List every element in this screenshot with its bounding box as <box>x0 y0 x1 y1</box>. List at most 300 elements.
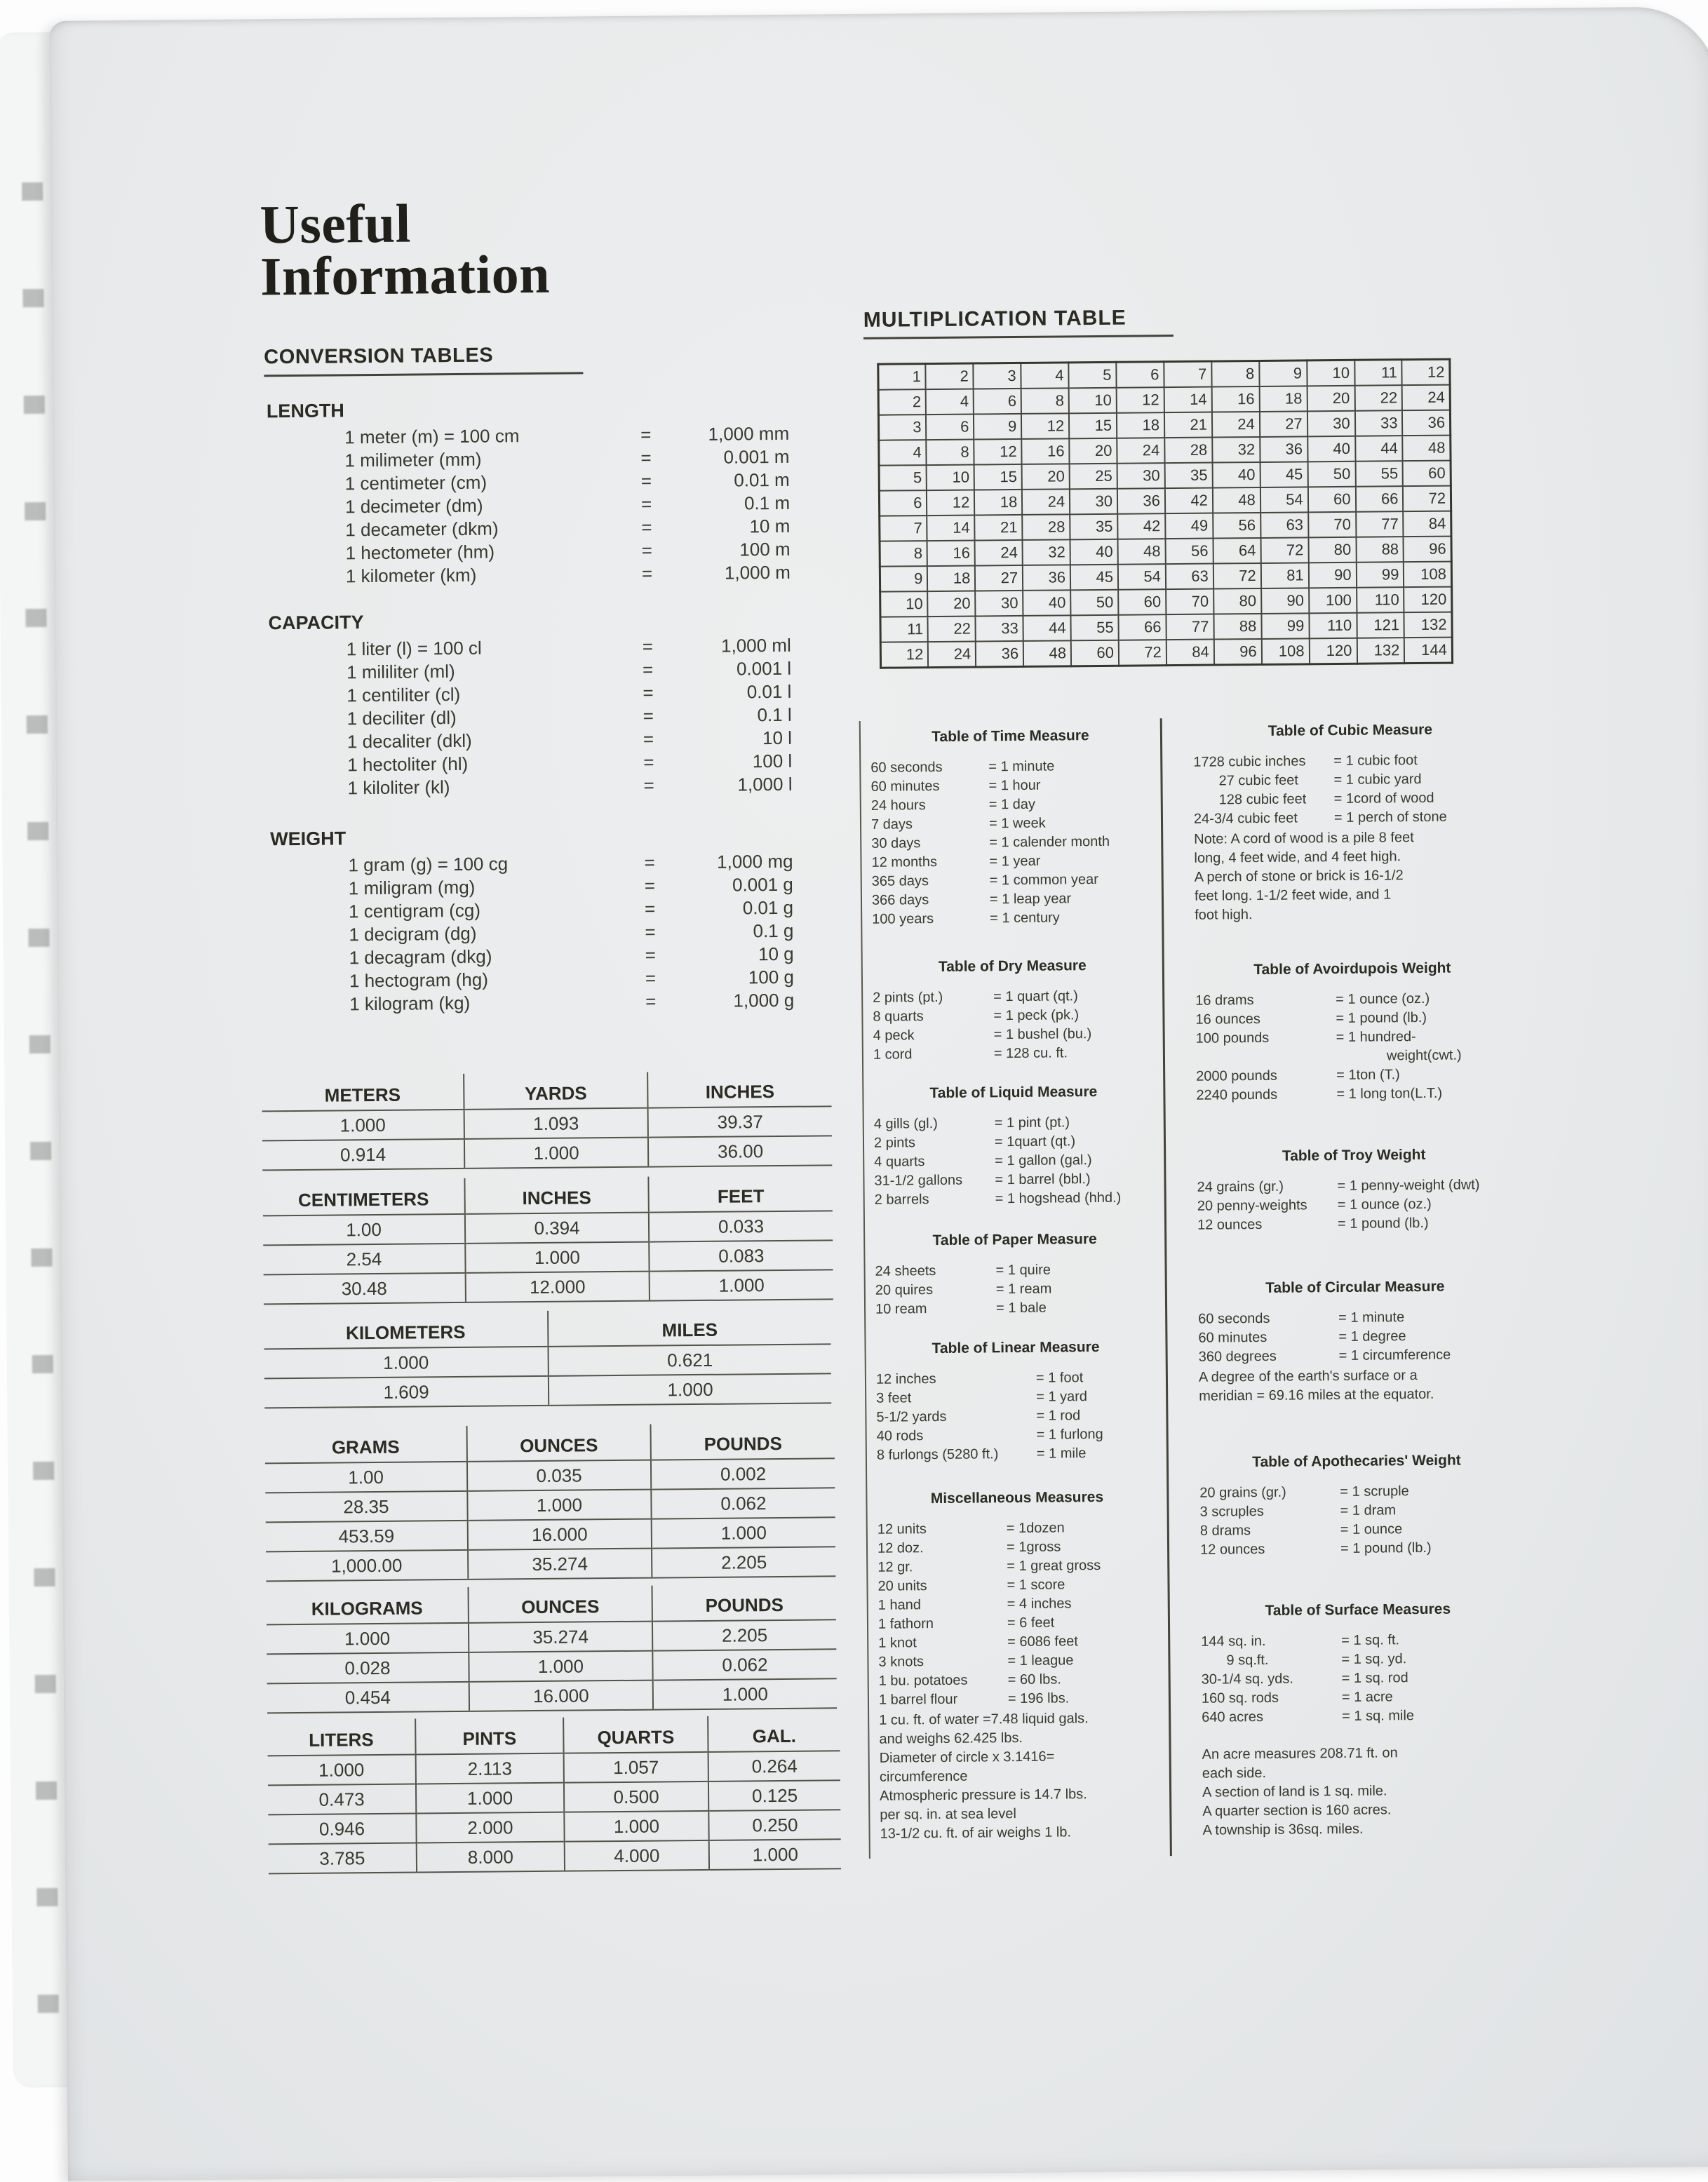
measure-row-value: = 1 quire <box>995 1262 1051 1279</box>
grid-header-cell: KILOMETERS <box>264 1311 548 1349</box>
metric-row-eq: = <box>640 447 652 469</box>
grid-cell: 0.062 <box>652 1649 836 1680</box>
mult-cell: 12 <box>1402 359 1450 385</box>
measure-row <box>862 871 1162 893</box>
measure-row-label: 100 years <box>872 911 934 927</box>
mult-cell: 121 <box>1357 612 1404 638</box>
measure-row-label: 366 days <box>871 892 929 908</box>
metric-row-value: 0.001 g <box>732 873 793 896</box>
metric-row-label: 1 hectoliter (hl) <box>347 753 469 776</box>
mult-cell: 42 <box>1117 513 1165 539</box>
mult-cell: 54 <box>1118 564 1166 590</box>
conversion-grid-table <box>264 1308 831 1408</box>
mult-cell: 60 <box>1403 461 1451 487</box>
metric-row-label: 1 milimeter (mm) <box>344 448 482 471</box>
mult-cell: 96 <box>1214 639 1262 665</box>
grid-cell: 0.083 <box>649 1240 833 1271</box>
mult-cell: 18 <box>974 490 1022 516</box>
metric-row-eq: = <box>641 563 653 584</box>
grid-cell: 1.000 <box>709 1839 841 1870</box>
measure-row-label: 24 sheets <box>875 1263 936 1279</box>
measure-note-line: Diameter of circle x 3.1416= <box>879 1749 1055 1766</box>
mult-cell: 48 <box>1213 487 1260 513</box>
mult-cell: 14 <box>927 516 975 541</box>
mult-cell: 110 <box>1309 613 1357 639</box>
measure-row-value: = 1 foot <box>1035 1370 1084 1386</box>
measure-row-label: 12 ounces <box>1197 1216 1263 1233</box>
metric-row-label: 1 hectogram (hg) <box>349 969 489 992</box>
measure-row-value: = 1 minute <box>988 758 1055 775</box>
measure-rows <box>864 1114 1164 1211</box>
measure-row-label: 24 grains (gr.) <box>1197 1178 1284 1195</box>
grid-table-head <box>267 1584 836 1624</box>
conversion-grid-table <box>267 1715 841 1874</box>
measure-row <box>868 1614 1168 1636</box>
measure-row-value: = 1 century <box>990 910 1060 927</box>
measure-note-line: long, 4 feet wide, and 4 feet high. <box>1194 849 1401 866</box>
mult-cell: 88 <box>1213 614 1261 640</box>
measure-row <box>869 1690 1169 1711</box>
measure-note-line: per sq. in. at sea level <box>880 1806 1017 1823</box>
measure-note-line: feet long. 1-1/2 feet wide, and 1 <box>1194 887 1392 904</box>
measure-row <box>866 1280 1165 1302</box>
measure-row <box>1164 1084 1542 1107</box>
measure-row-label: 4 quarts <box>874 1154 925 1170</box>
grid-cell: 0.062 <box>651 1488 835 1518</box>
measure-row-label: 60 seconds <box>1198 1310 1270 1327</box>
mult-cell: 24 <box>975 540 1023 566</box>
measure-row <box>869 1671 1169 1692</box>
grid-cell: 1.000 <box>469 1651 652 1682</box>
grid-cell: 0.473 <box>268 1784 416 1815</box>
measure-row <box>868 1576 1167 1598</box>
mult-cell: 24 <box>928 642 976 668</box>
grid-cell: 39.37 <box>648 1106 832 1137</box>
mult-cell: 32 <box>1212 437 1260 463</box>
measure-row-label: 1 knot <box>878 1635 917 1651</box>
mult-cell: 24 <box>1117 438 1164 464</box>
metric-row <box>269 774 802 802</box>
measure-row <box>863 1044 1163 1066</box>
measure-row <box>868 1595 1168 1617</box>
metric-row-eq: = <box>645 921 656 943</box>
measure-row-label: 10 ream <box>875 1301 927 1317</box>
grid-row <box>262 1136 832 1170</box>
measure-notes <box>869 1710 1170 1845</box>
metric-row-eq: = <box>643 682 654 703</box>
mult-cell: 64 <box>1213 538 1260 564</box>
mult-cell: 120 <box>1404 587 1452 613</box>
mult-cell: 81 <box>1261 563 1309 588</box>
grid-cell: 16.000 <box>469 1681 653 1711</box>
measure-row <box>866 1299 1165 1321</box>
mult-cell: 21 <box>975 515 1023 541</box>
grid-header-cell: INCHES <box>647 1070 831 1107</box>
mult-cell: 10 <box>1307 360 1354 386</box>
measure-note-line: circumference <box>879 1768 968 1785</box>
measure-note-line: Note: A cord of wood is a pile 8 feet <box>1194 830 1414 847</box>
mult-cell: 108 <box>1262 638 1310 664</box>
mult-cell: 3 <box>878 415 926 440</box>
measure-table <box>1169 1598 1549 1842</box>
metric-row-value: 1,000 m <box>724 561 791 584</box>
mult-cell: 20 <box>1307 386 1354 412</box>
measure-row-value: = 1 great gross <box>1007 1558 1101 1575</box>
grid-cell: 1.000 <box>653 1678 837 1709</box>
grid-row <box>266 1547 835 1581</box>
grid-header-cell: INCHES <box>464 1177 648 1214</box>
mult-cell: 16 <box>1021 438 1069 464</box>
mult-cell: 36 <box>1260 436 1307 462</box>
measure-row <box>868 1538 1167 1560</box>
measure-note-line: An acre measures 208.71 ft. on <box>1202 1745 1398 1763</box>
mult-cell: 24 <box>1022 489 1070 515</box>
metric-row-label: 1 mililiter (ml) <box>346 660 455 683</box>
grid-header-cell: OUNCES <box>469 1586 652 1623</box>
section-heading: LENGTH <box>266 400 344 422</box>
mult-cell: 55 <box>1355 461 1403 487</box>
mult-cell: 30 <box>1117 463 1165 489</box>
measure-row-value: = 196 lbs. <box>1007 1690 1070 1707</box>
measure-row-label: 100 pounds <box>1195 1030 1270 1046</box>
measure-row <box>861 814 1161 836</box>
measure-table <box>863 1082 1164 1211</box>
measure-row-label: 20 units <box>877 1578 927 1594</box>
mult-cell: 99 <box>1261 613 1309 639</box>
measure-table <box>1167 1450 1547 1561</box>
measure-row <box>1169 1706 1548 1729</box>
grid-cell: 2.000 <box>416 1812 564 1843</box>
metric-rows <box>267 423 801 590</box>
measure-row-label: 16 ounces <box>1195 1011 1260 1028</box>
metric-row-eq: = <box>645 944 656 966</box>
mult-cell: 90 <box>1308 563 1356 588</box>
mult-cell: 20 <box>1022 464 1070 490</box>
metric-row-eq: = <box>645 990 657 1012</box>
mult-cell: 16 <box>927 541 975 567</box>
measure-row-label: 60 minutes <box>1198 1329 1267 1346</box>
metric-row-label: 1 decaliter (dkl) <box>347 729 472 753</box>
measure-row-label: 12 months <box>871 854 937 870</box>
grid-cell: 1.000 <box>464 1138 648 1169</box>
measure-row-label: 1 bu. potatoes <box>878 1672 968 1689</box>
measure-row-label: 20 penny-weights <box>1197 1197 1307 1214</box>
grid-header-cell: OUNCES <box>467 1425 651 1462</box>
measure-row-value: = 1 hogshead (hhd.) <box>995 1190 1122 1207</box>
measure-row-label: 640 acres <box>1202 1709 1264 1725</box>
grid-cell: 0.264 <box>708 1751 840 1782</box>
measure-table <box>1164 1144 1544 1237</box>
measure-row-value: = 1 week <box>988 815 1046 832</box>
grid-cell: 2.113 <box>416 1753 564 1784</box>
metric-row-value: 0.1 l <box>757 703 792 726</box>
mult-cell: 28 <box>1022 514 1070 540</box>
metric-row-label: 1 gram (g) = 100 cg <box>348 853 509 876</box>
mult-cell: 20 <box>928 591 976 617</box>
grid-header-cell: PINTS <box>415 1718 563 1755</box>
measure-row <box>864 1171 1164 1192</box>
grid-header-cell: KILOGRAMS <box>267 1587 469 1625</box>
measure-row-value: = 1 dram <box>1340 1502 1397 1519</box>
measure-rows <box>861 757 1162 931</box>
measure-row-label: 40 rods <box>876 1428 924 1444</box>
grid-table-body <box>265 1458 835 1581</box>
metric-row-eq: = <box>643 774 654 796</box>
mult-cell: 44 <box>1355 436 1403 462</box>
grid-cell: 1.000 <box>268 1755 416 1786</box>
mult-cell: 72 <box>1213 563 1261 589</box>
metric-row-label: 1 liter (l) = 100 cl <box>346 637 482 660</box>
measure-row-label: 3 feet <box>876 1390 912 1406</box>
measure-row-value: = 1 peck (pk.) <box>993 1007 1080 1024</box>
mult-cell: 48 <box>1023 640 1071 666</box>
measure-row-value: = 1 penny-weight (dwt) <box>1337 1177 1480 1194</box>
mult-cell: 4 <box>1021 363 1069 389</box>
measure-row-label: 16 drams <box>1195 992 1254 1009</box>
mult-cell: 7 <box>1164 361 1211 387</box>
grid-row <box>268 1810 840 1844</box>
measure-row-value: = 1dozen <box>1006 1520 1065 1537</box>
measure-row-label: 20 quires <box>875 1282 934 1298</box>
measure-row <box>861 776 1160 798</box>
mult-cell: 11 <box>1354 360 1402 386</box>
measure-row-label: 31-1/2 gallons <box>874 1172 963 1189</box>
mult-cell: 22 <box>928 617 976 642</box>
measure-row-label: 9 sq.ft. <box>1226 1652 1269 1669</box>
mult-cell: 60 <box>1071 640 1119 666</box>
measure-row-label: 360 degrees <box>1198 1348 1277 1365</box>
metric-row-label: 1 decimeter (dm) <box>344 494 483 518</box>
mult-cell: 84 <box>1404 511 1451 537</box>
mult-cell: 12 <box>1021 413 1069 439</box>
metric-row-value: 1,000 g <box>733 989 795 1011</box>
measure-row-value: = 1 ounce (oz.) <box>1336 990 1430 1008</box>
measure-row-label: 27 cubic feet <box>1218 772 1299 789</box>
mult-cell: 6 <box>879 490 927 516</box>
mult-cell: 1 <box>878 364 926 390</box>
measure-table-title: Table of Linear Measure <box>932 1339 1100 1357</box>
mult-cell: 9 <box>974 414 1021 440</box>
metric-row-value: 0.1 g <box>753 920 794 942</box>
mult-cell: 36 <box>1402 410 1450 436</box>
grid-header-cell: YARDS <box>464 1072 647 1110</box>
measure-row-value: = 1 day <box>988 796 1036 813</box>
mult-cell: 11 <box>880 617 928 642</box>
measure-row-value: = 1 barrel (bbl.) <box>995 1171 1091 1188</box>
mult-cell: 30 <box>1307 411 1355 437</box>
measure-row-value: = 128 cu. ft. <box>993 1045 1068 1062</box>
metric-section <box>268 608 802 802</box>
measure-row-value: = 1quart (qt.) <box>994 1133 1076 1150</box>
measure-column-right <box>1155 0 1552 2094</box>
mult-cell: 12 <box>927 490 974 516</box>
grid-row <box>267 1619 836 1654</box>
mult-cell: 56 <box>1213 513 1260 539</box>
measure-table <box>863 955 1163 1066</box>
mult-cell: 120 <box>1309 638 1357 664</box>
grid-cell: 0.914 <box>262 1139 464 1171</box>
mult-cell: 132 <box>1404 612 1452 638</box>
measure-row-label: 128 cubic feet <box>1218 791 1307 808</box>
mult-cell: 45 <box>1260 462 1307 487</box>
measure-row-label: 12 doz. <box>877 1540 924 1556</box>
mult-cell: 24 <box>1402 385 1450 411</box>
measure-row <box>865 1190 1164 1211</box>
measure-row-value: = 1 degree <box>1338 1328 1406 1345</box>
measure-row <box>864 1152 1164 1173</box>
measure-notes <box>1166 1366 1545 1408</box>
measure-row <box>868 1633 1168 1655</box>
mult-cell: 18 <box>1117 412 1164 438</box>
metric-row-value: 10 m <box>749 515 791 537</box>
measure-column-middle <box>854 0 1172 2097</box>
mult-cell: 40 <box>1307 436 1355 462</box>
mult-cell: 49 <box>1165 513 1213 539</box>
measure-row <box>863 988 1162 1009</box>
notebook-page <box>49 6 1708 2181</box>
measure-rows <box>866 1369 1166 1467</box>
measure-rows <box>1164 1176 1544 1237</box>
metric-row-eq: = <box>643 728 654 750</box>
grid-cell: 16.000 <box>468 1519 652 1550</box>
metric-rows <box>270 851 805 1018</box>
grid-cell: 0.002 <box>651 1458 835 1489</box>
measure-row-label: 5-1/2 yards <box>876 1408 947 1425</box>
measure-table <box>865 1229 1165 1321</box>
grid-header-cell: METERS <box>262 1074 464 1112</box>
mult-cell: 40 <box>1212 462 1260 488</box>
mult-cell: 55 <box>1071 615 1119 641</box>
measure-row <box>866 1261 1165 1283</box>
measure-row-label: 12 gr. <box>877 1559 913 1575</box>
mult-cell: 99 <box>1356 562 1404 588</box>
measure-row-value: = 1 sq. rod <box>1341 1670 1408 1687</box>
mult-cell: 12 <box>880 642 928 668</box>
mult-cell: 9 <box>880 566 927 592</box>
measure-rows <box>863 988 1163 1066</box>
conversion-grid-table <box>267 1584 838 1713</box>
mult-cell: 33 <box>1354 410 1402 436</box>
mult-cell: 35 <box>1164 463 1212 489</box>
measure-row-value: = 1 pound (lb.) <box>1337 1215 1429 1232</box>
grid-row <box>268 1780 840 1814</box>
grid-header-row <box>264 1308 831 1349</box>
measure-row <box>1165 1214 1544 1237</box>
metric-row-label: 1 miligram (mg) <box>348 876 476 899</box>
conversion-grid-table <box>265 1422 836 1582</box>
measure-row-value: = 1 cubic yard <box>1333 771 1422 788</box>
measure-row-label: 1 hand <box>877 1597 922 1613</box>
grid-row <box>264 1270 833 1304</box>
grid-cell: 1.000 <box>652 1517 835 1548</box>
mult-cell: 80 <box>1213 588 1261 614</box>
mult-cell: 8 <box>1211 361 1259 386</box>
measure-row-label: 1728 cubic inches <box>1193 753 1306 770</box>
grid-header-row <box>265 1422 835 1463</box>
measure-row-label: 2 barrels <box>874 1192 929 1208</box>
measure-row-value: = 1 hour <box>988 777 1041 794</box>
measure-row <box>867 1445 1166 1467</box>
metric-row-label: 1 kiloliter (kl) <box>347 776 450 799</box>
measure-row <box>862 909 1162 931</box>
measure-row-label: 24 hours <box>870 797 926 814</box>
mult-cell: 5 <box>879 465 927 491</box>
metric-row-value: 100 g <box>748 966 795 988</box>
measure-row-value: = 1 leap year <box>989 891 1072 908</box>
grid-row <box>264 1344 831 1378</box>
measure-row <box>866 1407 1166 1429</box>
measure-note-line: meridian = 69.16 miles at the equator. <box>1199 1386 1434 1404</box>
mult-cell: 48 <box>1403 436 1451 462</box>
grid-cell: 0.946 <box>268 1814 416 1845</box>
mult-cell: 42 <box>1165 488 1213 514</box>
grid-cell: 1.000 <box>467 1490 651 1521</box>
measure-row-value: = 1 gallon (gal.) <box>995 1152 1092 1169</box>
measure-note-line: Atmospheric pressure is 14.7 lbs. <box>880 1786 1087 1804</box>
grid-table-head <box>267 1715 840 1756</box>
grid-cell: 1.00 <box>263 1214 465 1246</box>
measure-row-value: = 1ton (T.) <box>1336 1067 1400 1084</box>
metric-row-eq: = <box>641 539 652 561</box>
measure-row-value: = 1 acre <box>1341 1689 1393 1706</box>
grid-cell: 1,000.00 <box>266 1550 468 1582</box>
metric-row-label: 1 centigram (cg) <box>348 899 481 922</box>
measure-row-value: = 60 lbs. <box>1007 1671 1061 1688</box>
measure-row <box>1166 1346 1545 1368</box>
grid-table-head <box>265 1422 835 1463</box>
metric-row-label: 1 decameter (dkm) <box>345 518 499 541</box>
metric-row-value: 0.001 m <box>723 445 790 468</box>
measure-row-value: = 1 perch of stone <box>1333 809 1447 826</box>
measure-notes <box>1162 828 1541 927</box>
grid-cell: 0.028 <box>267 1652 469 1684</box>
measure-row <box>861 795 1161 817</box>
page-title-line-2: Information <box>260 243 551 307</box>
section-heading: CAPACITY <box>268 612 364 634</box>
measure-row-value: = 1 bale <box>995 1300 1047 1316</box>
measure-row-label: 12 ounces <box>1199 1541 1265 1558</box>
grid-row <box>267 1649 836 1683</box>
measure-note-line: A degree of the earth's surface or a <box>1198 1368 1418 1385</box>
grid-table-body <box>264 1344 832 1408</box>
measure-row-label: 8 drams <box>1199 1523 1251 1539</box>
conversion-grid-table <box>262 1070 832 1171</box>
grid-header-cell: QUARTS <box>563 1716 708 1753</box>
grid-header-cell: FEET <box>648 1175 832 1212</box>
mult-cell: 30 <box>1070 489 1117 515</box>
mult-cell: 21 <box>1164 412 1212 438</box>
measure-row-label: 24-3/4 cubic feet <box>1193 810 1298 827</box>
metric-row-eq: = <box>641 516 652 538</box>
mult-cell: 15 <box>1069 413 1117 439</box>
metric-rows <box>269 635 803 802</box>
mult-cell: 15 <box>974 464 1022 490</box>
metric-row-eq: = <box>643 705 654 727</box>
measure-row-value: = 1 calender month <box>989 833 1110 851</box>
mult-cell: 77 <box>1166 614 1213 640</box>
measure-row-value: = 1 long ton(L.T.) <box>1336 1085 1443 1103</box>
mult-cell: 72 <box>1260 537 1308 563</box>
grid-row <box>263 1211 833 1245</box>
metric-row-eq: = <box>642 635 654 657</box>
conversion-grid-table <box>262 1175 833 1305</box>
measure-row-value: = 1 ounce (oz.) <box>1337 1196 1432 1213</box>
metric-row-eq: = <box>640 493 652 515</box>
mult-cell: 18 <box>927 566 975 592</box>
grid-cell: 453.59 <box>266 1521 468 1552</box>
measure-row <box>864 1114 1164 1136</box>
grid-header-cell: GRAMS <box>265 1426 467 1464</box>
